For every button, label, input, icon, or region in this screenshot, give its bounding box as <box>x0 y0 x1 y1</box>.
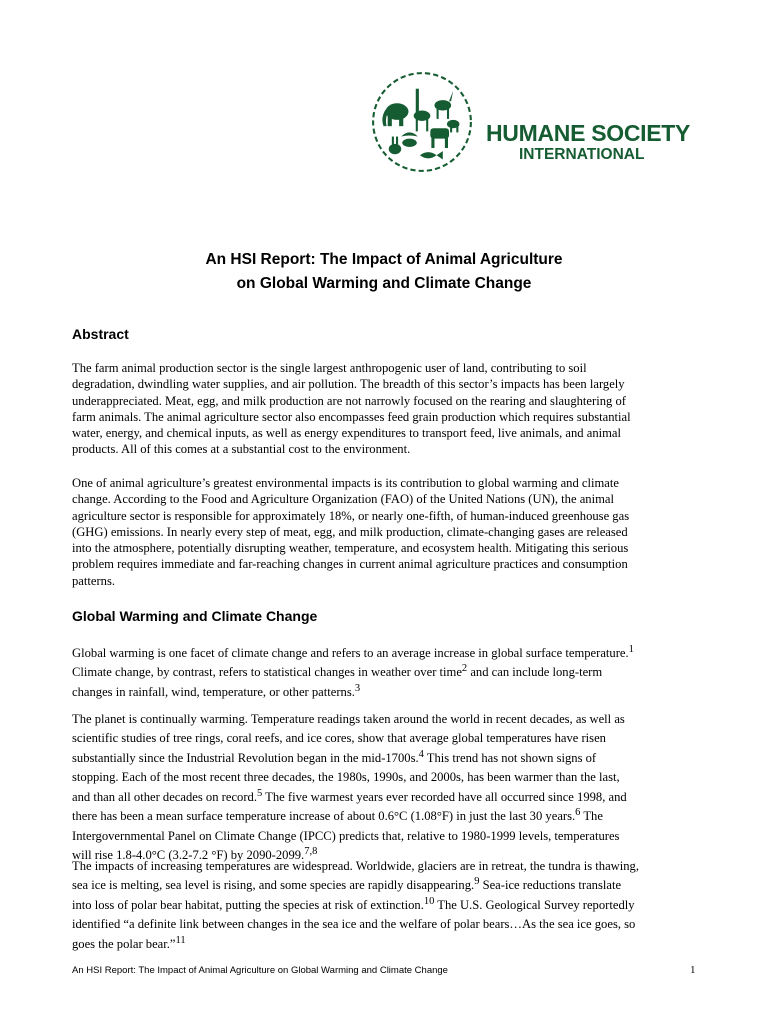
animal-silhouettes-circle-icon <box>370 70 474 174</box>
footnote-ref[interactable]: 9 <box>474 876 480 888</box>
text-line: degradation, dwindling water supplies, and air pollution. The breadth of this sector’s impacts has been largely <box>72 377 625 392</box>
text-line: One of animal agriculture’s greatest environmental impacts is its contribution to global warming and climate <box>72 476 619 490</box>
text-line: into loss of polar bear habitat, putting the species at risk of extinction.$^{10}$ The U.S. Geological Survey reportedly <box>72 895 635 913</box>
text-line: goes the polar bear.”$^{11}$ <box>72 934 186 952</box>
abstract-heading: Abstract <box>72 326 129 342</box>
footnote-ref[interactable]: 5 <box>256 787 263 799</box>
global-paragraph-1 <box>72 642 704 700</box>
text-line: patterns. <box>72 573 116 588</box>
footnote-ref[interactable]: 4 <box>418 748 424 760</box>
text-line: (GHG) emissions. In nearly every step of meat, egg, and milk production, climate-changing gases are released <box>72 524 628 539</box>
text-line: sea ice is melting, sea level is rising, and some species are rapidly disappearing.$^9$ Sea-ice reductions translate <box>72 876 622 893</box>
text-line: scientific studies of tree rings, coral reefs, and ice cores, show that average global temperatures have risen <box>72 731 606 746</box>
text-line: The farm animal production sector is the single largest anthropogenic user of land, contributing to soil <box>72 361 587 375</box>
report-title-line1: An HSI Report: The Impact of Animal Agriculture <box>205 251 563 268</box>
text-line: will rise 1.8-4.0°C (3.2-7.2 °F) by 2090-2099.$^{7,8}$ <box>72 846 318 863</box>
footnote-ref[interactable]: 1 <box>628 644 634 655</box>
footer-title: An HSI Report: The Impact of Animal Agriculture on Global Warming and Climate Change <box>72 965 448 976</box>
text-line: Climate change, by contrast, refers to statistical changes in weather over time$^2$ and can include long-term <box>72 663 603 680</box>
global-paragraph-2 <box>72 708 704 864</box>
text-line: changes in rainfall, wind, temperature, or other patterns.$^3$ <box>72 682 361 700</box>
text-line: water, energy, and chemical inputs, as well as energy expenditures to transport feed, live animals, and animal <box>72 426 622 441</box>
text-line: farm animals. The animal agriculture sector also encompasses feed grain production which requires substantial <box>72 409 631 424</box>
report-title-line2: on Global Warming and Climate Change <box>236 275 532 292</box>
org-name-line1: HUMANE SOCIETY <box>486 120 691 146</box>
footnote-ref[interactable]: 11 <box>175 934 186 946</box>
text-line: and than all other decades on record.$^5$ The five warmest years ever recorded have all occurred since 1998, and <box>72 787 627 805</box>
text-line: change. According to the Food and Agriculture Organization (FAO) of the United Nations (UN), the animal <box>72 492 614 507</box>
text-line: identified “a definite link between changes in the sea ice and the welfare of polar bears…As the sea ice goes, so <box>72 917 636 932</box>
text-line: products. All of this comes at a substantial cost to the environment. <box>72 442 411 457</box>
text-line: underappreciated. Meat, egg, and milk production are not narrowly focused on the rearing and slaughtering of <box>72 393 626 408</box>
org-name-line2: INTERNATIONAL <box>519 146 645 163</box>
text-line: there has been a mean surface temperature increase of about 0.6°C (1.08°F) in just the last 30 years.$^6$ The <box>72 807 603 824</box>
text-line: stopping. Each of the most recent three decades, the 1980s, 1990s, and 2000s, has been warmer than the last, <box>72 770 620 785</box>
text-line: Global warming is one facet of climate change and refers to an average increase in global surface temperature.$^1$ <box>72 644 634 661</box>
text-line: problem requires immediate and far-reaching changes in current animal agriculture practices and consumption <box>72 557 628 572</box>
page-number: 1 <box>690 964 696 976</box>
footnote-ref[interactable]: 10 <box>423 895 435 907</box>
abstract-paragraph-2 <box>72 475 704 589</box>
text-line: substantially since the Industrial Revolution began in the mid-1700s.$^4$ This trend has not shown signs of <box>72 748 597 766</box>
text-line: The planet is continually warming. Temperature readings taken around the world in recent decades, as well as <box>72 712 625 727</box>
global-paragraph-3 <box>72 855 704 952</box>
global-warming-heading: Global Warming and Climate Change <box>72 608 318 624</box>
footnote-ref[interactable]: 6 <box>575 807 581 819</box>
abstract-paragraph-1 <box>72 360 704 458</box>
footnote-ref[interactable]: 3 <box>354 682 361 694</box>
text-line: Intergovernmental Panel on Climate Change (IPCC) predicts that, relative to 1980-1999 levels, temperatures <box>72 829 620 844</box>
footnote-ref[interactable]: 7,8 <box>304 846 318 858</box>
text-line: agriculture sector is responsible for approximately 18%, or nearly one-fifth, of human-induced greenhouse gas <box>72 508 630 523</box>
footnote-ref[interactable]: 2 <box>461 663 468 675</box>
text-line: into the atmosphere, potentially disrupting weather, temperature, and ecosystem health. Mitigating this serious <box>72 541 629 556</box>
hsi-logo <box>370 70 690 180</box>
text-line: The impacts of increasing temperatures are widespread. Worldwide, glaciers are in retreat, the tundra is thawing, <box>72 859 640 874</box>
report-title <box>0 248 768 296</box>
